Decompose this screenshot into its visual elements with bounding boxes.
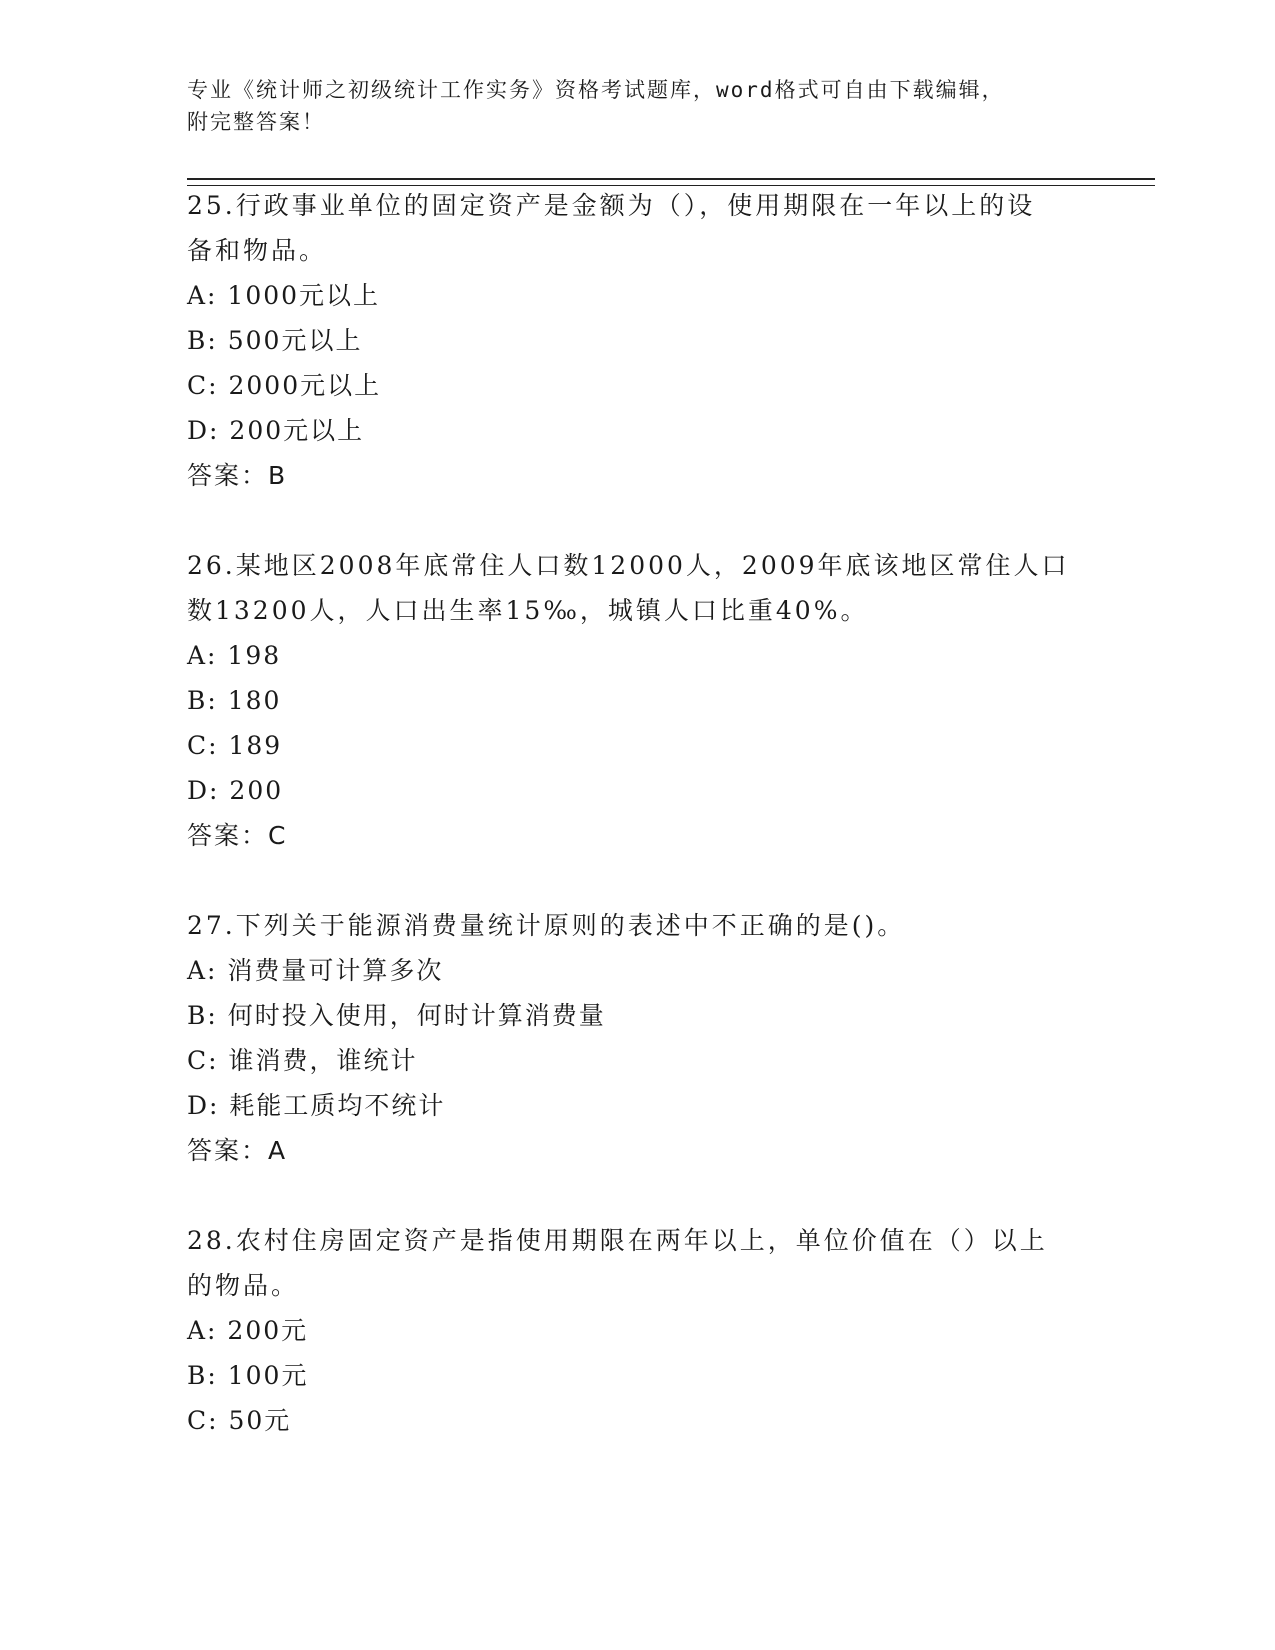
answer: 答案：B: [187, 461, 288, 490]
answer: 答案：C: [187, 821, 288, 850]
option-c: C: 189: [187, 731, 283, 760]
option-c: C: 谁消费，谁统计: [187, 1046, 418, 1075]
option-a: A: 198: [187, 641, 282, 670]
question-stem: [187, 1218, 1087, 1308]
option-d: D: 200: [187, 776, 284, 805]
question-stem-line: 25.行政事业单位的固定资产是金额为（），使用期限在一年以上的设: [187, 191, 1036, 220]
option-c: C: 2000元以上: [187, 371, 382, 400]
question-stem-line: 数13200人，人口出生率15‰，城镇人口比重40%。: [187, 596, 869, 625]
question-26: [187, 543, 1087, 858]
option-a: A: 200元: [187, 1316, 309, 1345]
question-stem: [187, 543, 1087, 633]
header-line-1: 专业《统计师之初级统计工作实务》资格考试题库，word格式可自由下载编辑，: [187, 78, 1005, 102]
question-stem: [187, 183, 1087, 273]
option-b: B: 180: [187, 686, 282, 715]
answer: 答案：A: [187, 1136, 288, 1165]
question-27: [187, 903, 1087, 1173]
document-header: [187, 74, 1087, 138]
question-stem: [187, 903, 1087, 948]
option-c: C: 50元: [187, 1406, 292, 1435]
question-stem-line: 28.农村住房固定资产是指使用期限在两年以上，单位价值在（）以上: [187, 1226, 1048, 1255]
question-stem-line: 备和物品。: [187, 236, 328, 265]
question-25: [187, 183, 1087, 498]
option-d: D: 耗能工质均不统计: [187, 1091, 446, 1120]
question-stem-line: 的物品。: [187, 1271, 300, 1300]
option-a: A: 1000元以上: [187, 281, 381, 310]
question-stem-line: 27.下列关于能源消费量统计原则的表述中不正确的是()。: [187, 911, 906, 940]
header-line-2: 附完整答案！: [187, 110, 325, 134]
question-stem-line: 26.某地区2008年底常住人口数12000人，2009年底该地区常住人口: [187, 551, 1070, 580]
option-b: B: 何时投入使用，何时计算消费量: [187, 1001, 606, 1030]
option-b: B: 100元: [187, 1361, 309, 1390]
question-28: [187, 1218, 1087, 1443]
option-d: D: 200元以上: [187, 416, 365, 445]
option-b: B: 500元以上: [187, 326, 363, 355]
option-a: A: 消费量可计算多次: [187, 956, 444, 985]
